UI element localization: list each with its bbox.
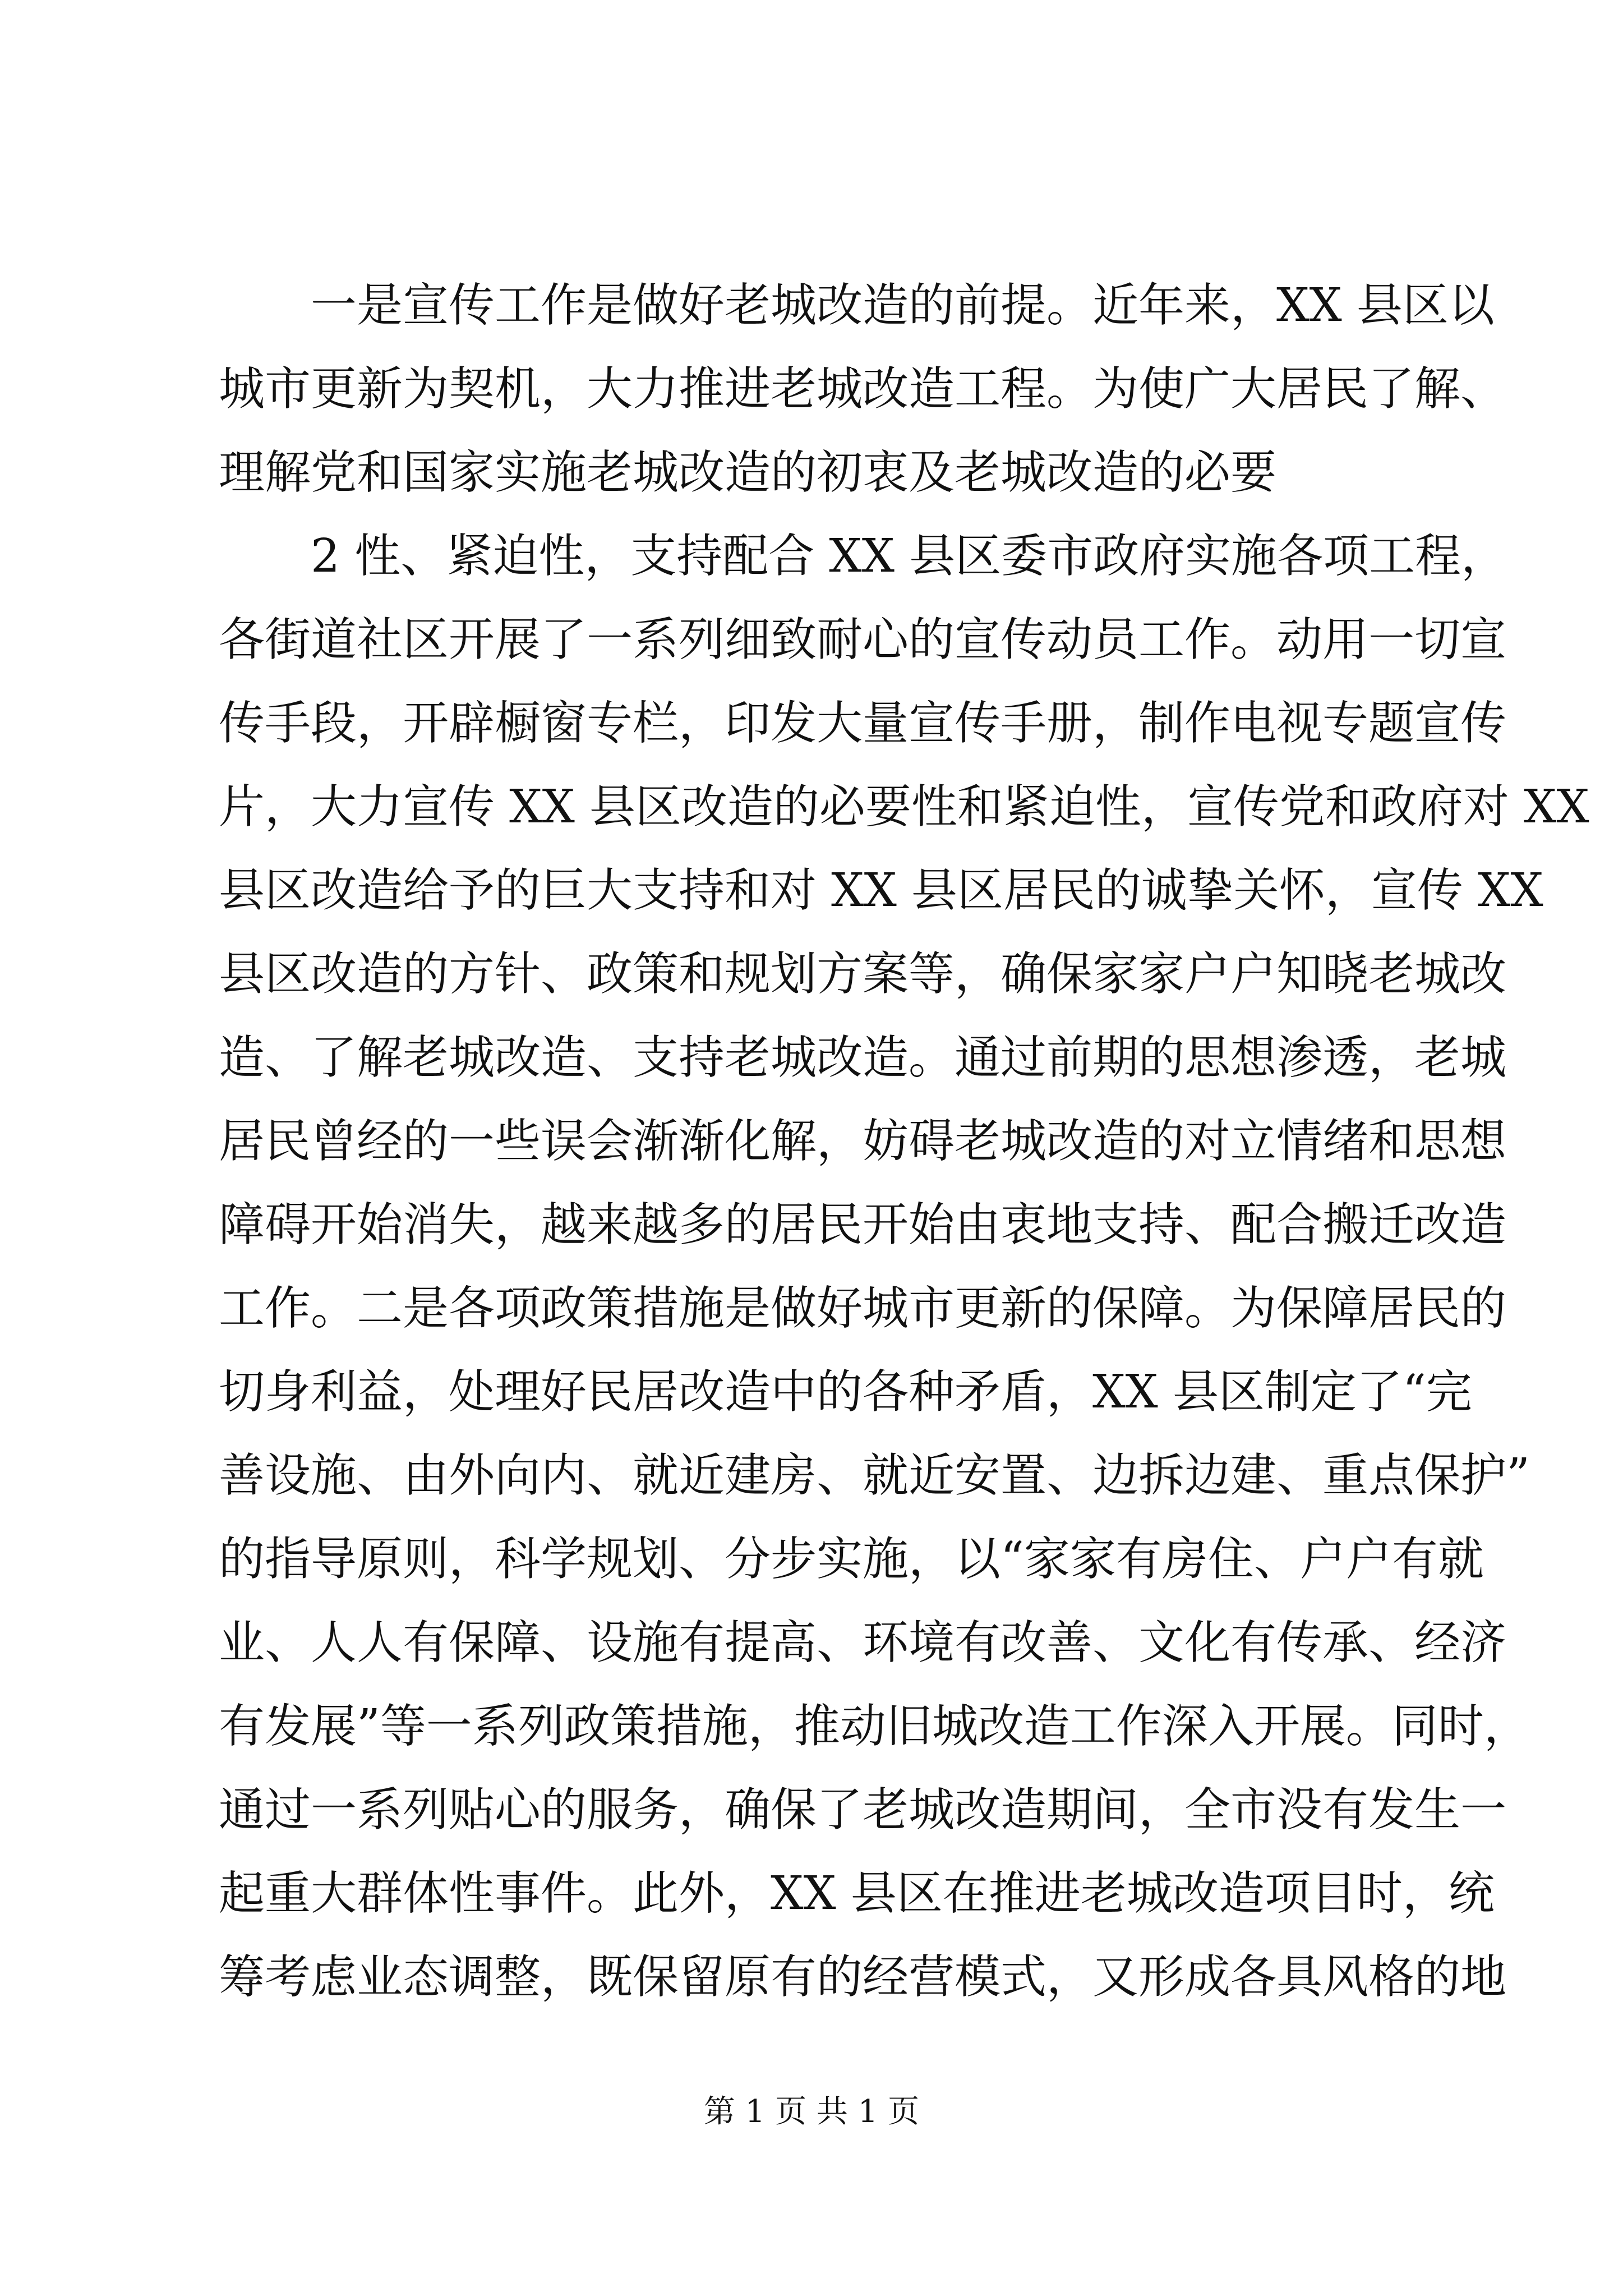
text-line: 传手段，开辟橱窗专栏，印发大量宣传手册，制作电视专题宣传 xyxy=(219,697,1507,750)
document-body xyxy=(219,264,1589,2019)
text-line: 业、人人有保障、设施有提高、环境有改善、文化有传承、经济 xyxy=(219,1616,1507,1669)
text-line: 善设施、由外向内、就近建房、就近安置、边拆边建、重点保护” xyxy=(219,1449,1530,1502)
text-line: 工作。二是各项政策措施是做好城市更新的保障。为保障居民的 xyxy=(219,1282,1507,1335)
text-line: 障碍开始消失，越来越多的居民开始由衷地支持、配合搬迁改造 xyxy=(219,1198,1507,1251)
text-line: 各街道社区开展了一系列细致耐心的宣传动员工作。动用一切宣 xyxy=(219,613,1507,666)
text-line: 县区改造的方针、政策和规划方案等，确保家家户户知晓老城改 xyxy=(219,947,1507,1001)
text-line: 起重大群体性事件。此外，XX 县区在推进老城改造项目时，统 xyxy=(219,1867,1495,1920)
text-line: 2 性、紧迫性，支持配合 XX 县区委市政府实施各项工程， xyxy=(311,530,1507,583)
text-line: 县区改造给予的巨大支持和对 XX 县区居民的诚挚关怀，宣传 XX xyxy=(219,864,1543,917)
text-line: 通过一系列贴心的服务，确保了老城改造期间，全市没有发生一 xyxy=(219,1783,1507,1837)
text-line: 筹考虑业态调整，既保留原有的经营模式，又形成各具风格的地 xyxy=(219,1950,1507,2004)
text-line: 理解党和国家实施老城改造的初衷及老城改造的必要 xyxy=(219,446,1277,499)
text-line: 的指导原则，科学规划、分步实施，以“家家有房住、户户有就 xyxy=(219,1533,1484,1586)
text-line: 城市更新为契机，大力推进老城改造工程。为使广大居民了解、 xyxy=(219,362,1507,416)
text-line: 切身利益，处理好民居改造中的各种矛盾，XX 县区制定了“完 xyxy=(219,1365,1472,1419)
text-line: 有发展”等一系列政策措施，推动旧城改造工作深入开展。同时， xyxy=(219,1700,1530,1753)
page-footer xyxy=(0,2090,1623,2134)
text-line: 居民曾经的一些误会渐渐化解，妨碍老城改造的对立情绪和思想 xyxy=(219,1115,1507,1168)
text-line: 造、了解老城改造、支持老城改造。通过前期的思想渗透，老城 xyxy=(219,1031,1507,1084)
page-number-label: 第 1 页 共 1 页 xyxy=(703,2093,920,2130)
text-line: 一是宣传工作是做好老城改造的前提。近年来，XX 县区以 xyxy=(311,279,1495,332)
text-line: 片，大力宣传 XX 县区改造的必要性和紧迫性，宣传党和政府对 XX xyxy=(219,780,1589,834)
